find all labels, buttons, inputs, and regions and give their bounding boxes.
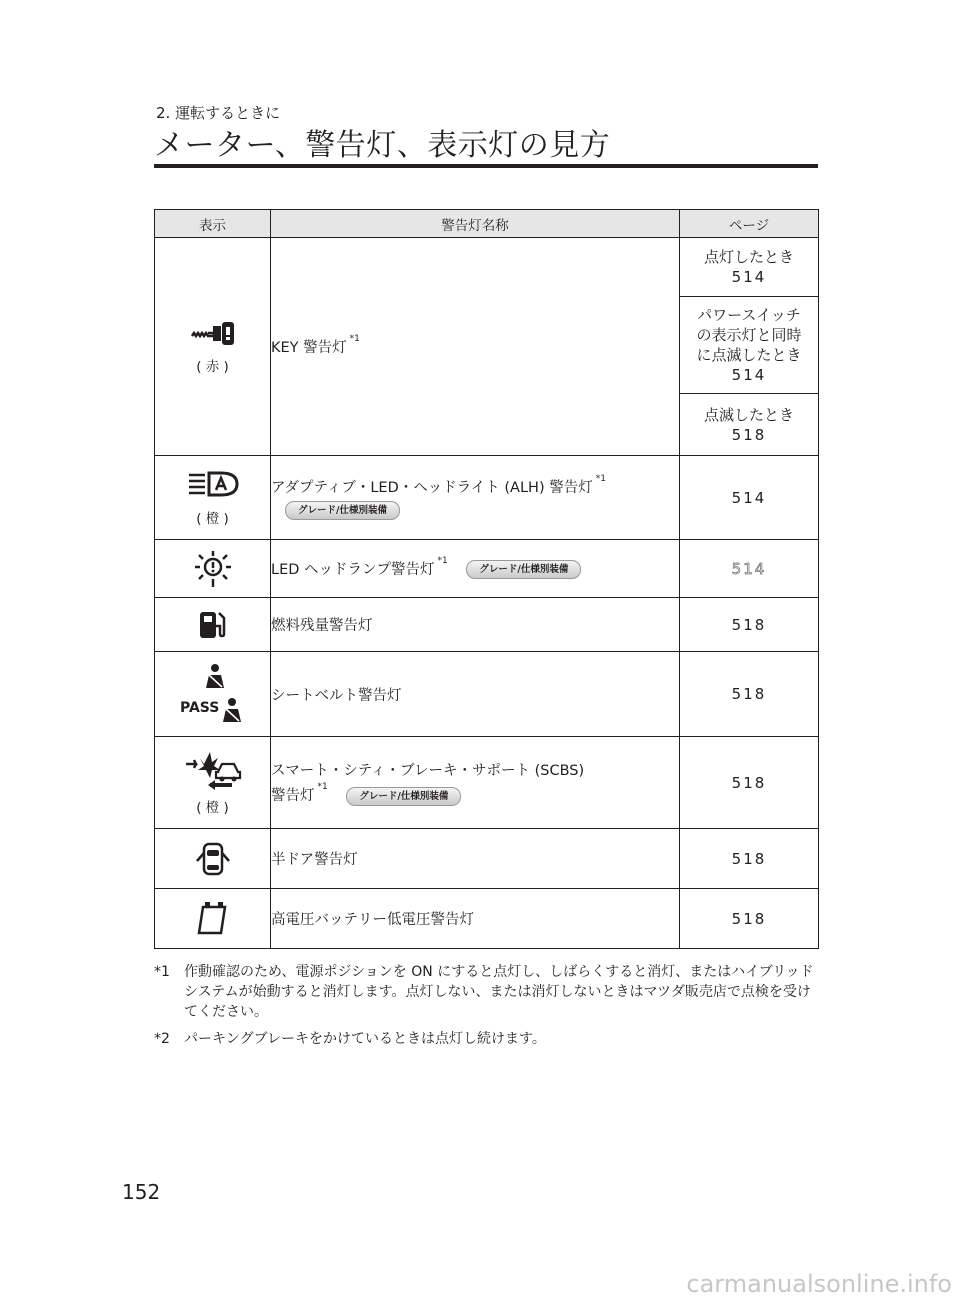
page-condition: 点灯したとき xyxy=(703,248,794,266)
icon-cell xyxy=(155,829,271,889)
battery-warning-icon xyxy=(193,899,233,939)
name-cell xyxy=(271,652,680,737)
name-cell xyxy=(271,829,680,889)
warning-name: シートベルト警告灯 xyxy=(271,687,402,704)
warning-name: 半ドア警告灯 xyxy=(271,852,358,868)
name-cell xyxy=(271,737,680,829)
warning-name: 燃料残量警告灯 xyxy=(271,618,373,634)
watermark: carmanualsonline.info xyxy=(686,1270,952,1298)
warning-name: LED ヘッドランプ警告灯 xyxy=(271,561,435,578)
page-cell xyxy=(680,394,819,456)
name-cell xyxy=(271,540,680,598)
warning-name: アダプティブ・LED・ヘッドライト (ALH) 警告灯 xyxy=(271,479,593,496)
scbs-warning-icon xyxy=(182,750,244,790)
icon-cell xyxy=(155,737,271,829)
page-condition: パワースイッチの表示灯と同時に点滅したとき xyxy=(696,306,802,364)
warning-light-table xyxy=(154,209,819,949)
page-cell xyxy=(680,829,819,889)
warning-name-line2: 警告灯 xyxy=(271,788,315,805)
footnote-ref: *1 xyxy=(437,555,448,566)
table-row xyxy=(155,456,819,540)
footnote-mark: *2 xyxy=(154,1031,170,1047)
icon-cell xyxy=(155,889,271,949)
icon-cell xyxy=(155,456,271,540)
warning-name-line1: スマート・シティ・ブレーキ・サポート (SCBS) xyxy=(271,763,585,780)
name-cell xyxy=(271,456,680,540)
color-label: ( 橙 ) xyxy=(196,799,229,816)
grade-badge: グレード/仕様別装備 xyxy=(346,787,461,806)
footnote-item xyxy=(154,1029,820,1049)
grade-badge: グレード/仕様別装備 xyxy=(285,501,400,520)
adaptive-headlight-icon xyxy=(185,469,241,501)
header-display: 表示 xyxy=(155,210,271,238)
grade-badge: グレード/仕様別装備 xyxy=(466,560,581,579)
page-cell xyxy=(680,652,819,737)
footnote-ref: *1 xyxy=(595,473,606,484)
page-cell xyxy=(680,238,819,297)
page-number-ref: 518 xyxy=(731,909,767,928)
page-number-ref: 514 xyxy=(731,488,767,507)
page-condition: 点滅したとき xyxy=(703,405,794,424)
name-cell xyxy=(271,238,680,456)
footnote-ref: *1 xyxy=(349,334,360,344)
page-number-ref: 518 xyxy=(731,773,767,792)
name-cell xyxy=(271,598,680,652)
footnote-ref: *1 xyxy=(317,782,328,793)
table-header-row xyxy=(155,210,819,238)
page-cell xyxy=(680,540,819,598)
fuel-gauge-icon xyxy=(196,608,230,642)
page-number-ref: 518 xyxy=(731,849,767,868)
key-warning-icon xyxy=(190,319,236,349)
chapter-heading: 2. 運転するときに xyxy=(156,104,281,122)
color-label: ( 橙 ) xyxy=(196,510,229,527)
page-cell xyxy=(680,598,819,652)
warning-name: KEY 警告灯 xyxy=(271,340,347,356)
pass-label: PASS xyxy=(179,700,219,716)
page-title: メーター、警告灯、表示灯の見方 xyxy=(154,128,611,163)
icon-cell xyxy=(155,540,271,598)
warning-name: 高電圧バッテリー低電圧警告灯 xyxy=(271,912,474,928)
name-cell xyxy=(271,889,680,949)
footnote-mark: *1 xyxy=(154,964,170,980)
door-ajar-icon xyxy=(193,839,233,879)
footnotes xyxy=(154,962,820,1056)
icon-cell xyxy=(155,652,271,737)
footnote-text: 作動確認のため、電源ポジションを ON にすると点灯し、しばらくすると消灯、またはハイブリッドシステムが始動すると消灯します。点灯しない、または消灯しないときはマツダ販売店で点検を受けてください。 xyxy=(184,964,814,1020)
table-row xyxy=(155,238,819,297)
page-number-ref: 518 xyxy=(731,615,767,634)
page-number-ref: 518 xyxy=(731,685,767,703)
page-cell xyxy=(680,889,819,949)
title-rule xyxy=(154,164,818,168)
header-page: ページ xyxy=(680,210,819,238)
page-cell xyxy=(680,456,819,540)
color-label: ( 赤 ) xyxy=(196,358,229,375)
icon-cell xyxy=(155,598,271,652)
table-row xyxy=(155,889,819,949)
page-number-ref: 514 xyxy=(731,268,767,286)
page-number-ref: 514 xyxy=(731,366,767,384)
table-row xyxy=(155,540,819,598)
footnote-text: パーキングブレーキをかけているときは点灯し続けます。 xyxy=(184,1031,546,1047)
led-headlamp-warning-icon xyxy=(193,549,233,589)
header-name: 警告灯名称 xyxy=(271,210,680,238)
table-row xyxy=(155,829,819,889)
page-number-ref: 514 xyxy=(731,559,767,578)
page-number-ref: 518 xyxy=(731,425,767,444)
table-row xyxy=(155,737,819,829)
page-cell xyxy=(680,737,819,829)
table-row xyxy=(155,652,819,737)
footnote-item xyxy=(154,962,820,1022)
seatbelt-icon xyxy=(180,662,246,726)
table-row xyxy=(155,598,819,652)
icon-cell xyxy=(155,238,271,456)
page-number: 152 xyxy=(122,1180,161,1204)
page-cell xyxy=(680,297,819,394)
